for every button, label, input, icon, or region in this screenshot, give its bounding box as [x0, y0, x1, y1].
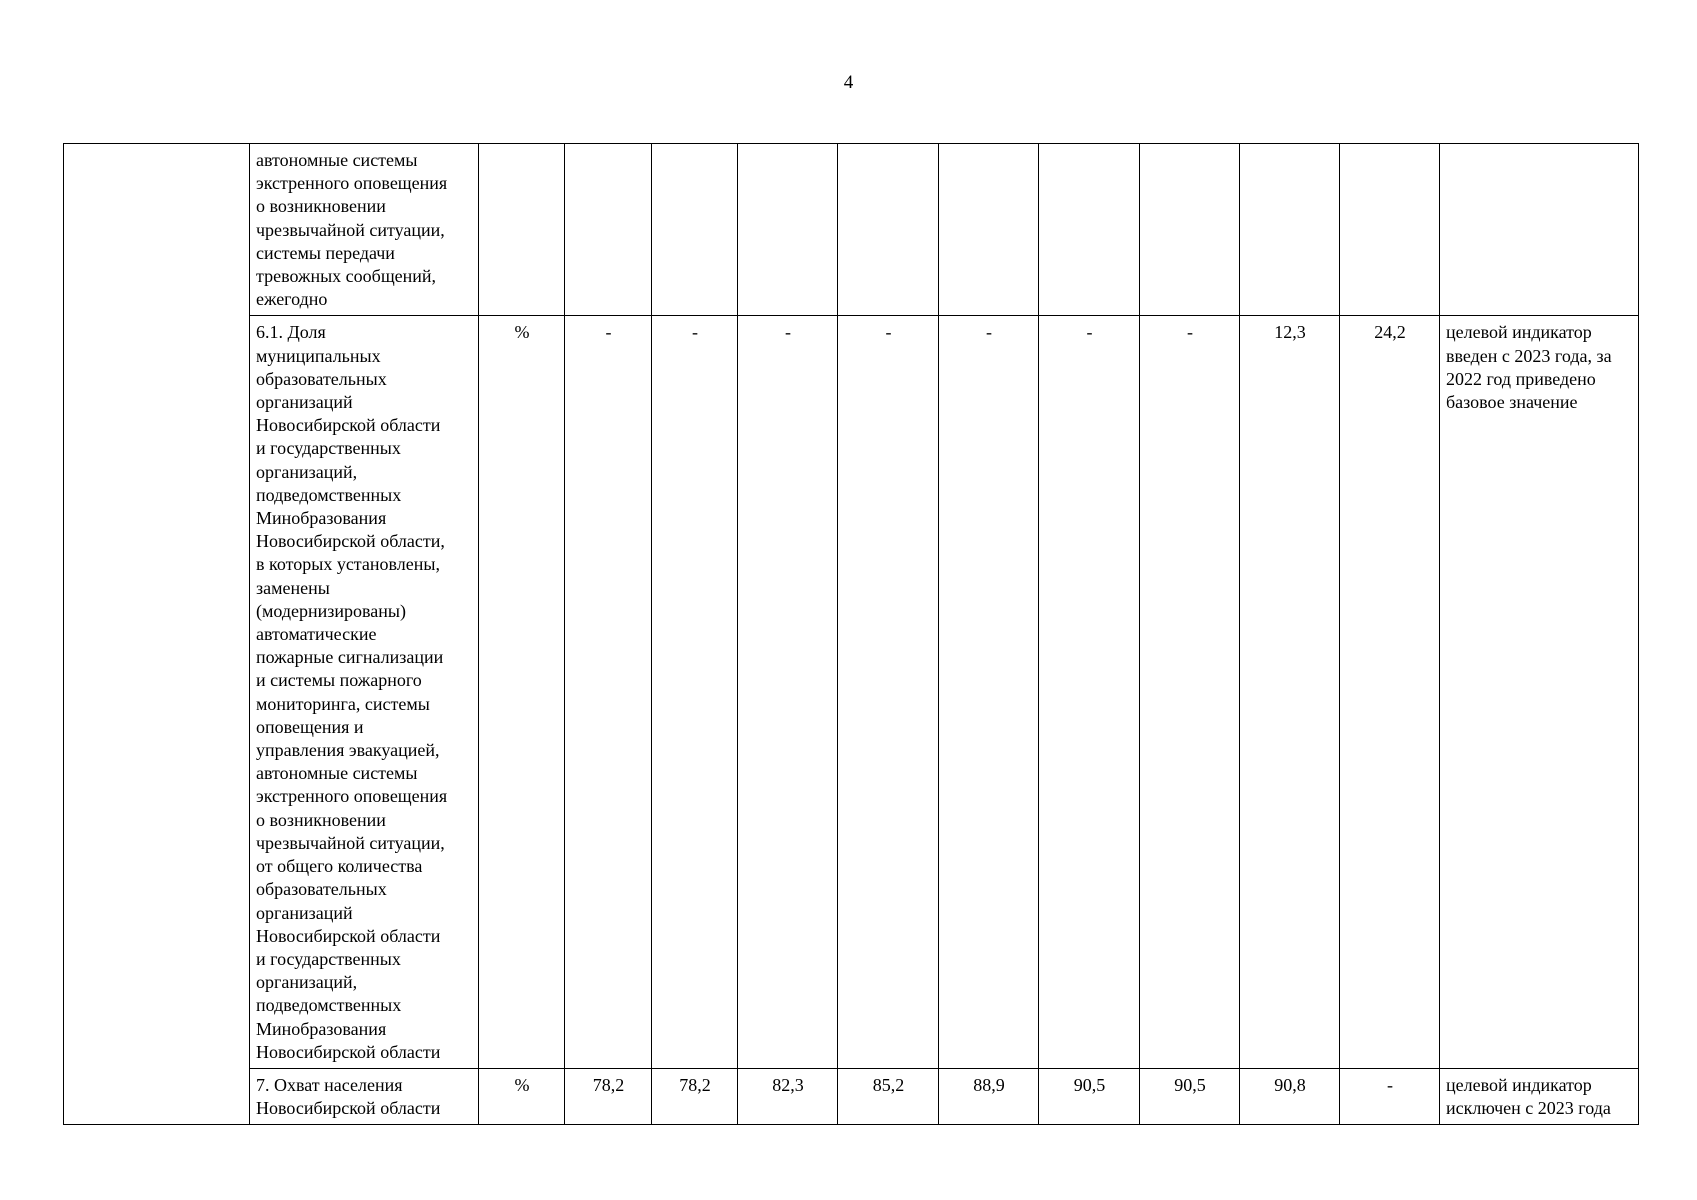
value-cell	[652, 144, 738, 316]
value-cell	[939, 144, 1039, 316]
indicator-line: экстренного оповещения	[256, 786, 448, 807]
value-cell: 90,5	[1140, 1068, 1240, 1124]
indicator-line: (модернизированы)	[256, 600, 406, 621]
value-cell: 90,8	[1240, 1068, 1340, 1124]
indicator-name-cell	[250, 316, 479, 1069]
indicator-line: в которых установлены,	[256, 554, 440, 575]
table-row	[64, 316, 1639, 1069]
unit-cell: %	[479, 1068, 565, 1124]
note-line: базовое значение	[1446, 392, 1578, 413]
indicator-line: о возникновении	[256, 809, 386, 830]
value-cell: -	[565, 316, 652, 1069]
value-cell: 24,2	[1340, 316, 1440, 1069]
value-cell: 90,5	[1039, 1068, 1140, 1124]
note-line: целевой индикатор	[1446, 322, 1592, 343]
indicator-line: Новосибирской области,	[256, 531, 445, 552]
indicator-line: подведомственных	[256, 995, 402, 1016]
value-cell: -	[652, 316, 738, 1069]
indicator-line: заменены	[256, 577, 330, 598]
indicator-line: автономные системы	[256, 150, 418, 170]
value-cell: 88,9	[939, 1068, 1039, 1124]
indicator-line: и государственных	[256, 438, 401, 459]
indicator-line: организаций	[256, 392, 353, 413]
table-row	[64, 1068, 1639, 1124]
indicator-line: организаций,	[256, 461, 358, 482]
value-cell	[1140, 144, 1240, 316]
indicator-line: автономные системы	[256, 763, 418, 784]
indicator-line: 6.1. Доля	[256, 322, 326, 343]
indicator-line: и государственных	[256, 948, 401, 969]
value-cell: -	[738, 316, 838, 1069]
value-cell	[1039, 144, 1140, 316]
indicator-line: автоматические	[256, 624, 377, 645]
indicator-line: о возникновении	[256, 196, 386, 217]
indicator-name-cell	[250, 1068, 479, 1124]
indicator-line: управления эвакуацией,	[256, 740, 440, 761]
value-cell: -	[1140, 316, 1240, 1069]
indicator-line: организаций	[256, 902, 353, 923]
value-cell: -	[939, 316, 1039, 1069]
indicator-line: от общего количества	[256, 856, 423, 877]
note-line: введен с 2023 года, за	[1446, 345, 1612, 366]
unit-cell	[479, 144, 565, 316]
indicator-line: организаций,	[256, 972, 358, 993]
table-row	[64, 144, 1639, 316]
indicator-line: оповещения и	[256, 716, 364, 737]
indicator-line: экстренного оповещения	[256, 173, 448, 194]
note-cell	[1440, 1068, 1639, 1124]
note-line: целевой индикатор	[1446, 1074, 1592, 1095]
page-number: 4	[843, 72, 854, 93]
indicator-line: системы передачи	[256, 242, 395, 263]
indicators-table	[63, 143, 1639, 1125]
indicator-line: ежегодно	[256, 289, 328, 310]
indicator-line: 7. Охват населения	[256, 1074, 403, 1095]
indicator-line: образовательных	[256, 368, 387, 389]
unit-cell: %	[479, 316, 565, 1069]
note-line: исключен с 2023 года	[1446, 1098, 1611, 1119]
indicator-line: подведомственных	[256, 484, 402, 505]
value-cell: 78,2	[652, 1068, 738, 1124]
value-cell	[838, 144, 939, 316]
indicator-line: Минобразования	[256, 508, 387, 529]
indicator-line: чрезвычайной ситуации,	[256, 219, 445, 240]
value-cell: -	[1340, 1068, 1440, 1124]
indicator-line: образовательных	[256, 879, 387, 900]
indicator-name-cell	[250, 144, 479, 316]
indicator-line: чрезвычайной ситуации,	[256, 832, 445, 853]
value-cell	[565, 144, 652, 316]
indicator-line: и системы пожарного	[256, 670, 422, 691]
indicator-line: муниципальных	[256, 345, 381, 366]
value-cell: 82,3	[738, 1068, 838, 1124]
indicator-line: пожарные сигнализации	[256, 647, 444, 668]
indicator-line: Новосибирской области	[256, 1041, 441, 1062]
indicator-line: тревожных сообщений,	[256, 266, 437, 287]
note-cell	[1440, 316, 1639, 1069]
indicator-line: Минобразования	[256, 1018, 387, 1039]
value-cell	[1240, 144, 1340, 316]
indicator-line: Новосибирской области	[256, 1098, 441, 1119]
note-line: 2022 год приведено	[1446, 368, 1596, 389]
indicator-line: Новосибирской области	[256, 925, 441, 946]
value-cell: -	[838, 316, 939, 1069]
value-cell: 12,3	[1240, 316, 1340, 1069]
note-cell	[1440, 144, 1639, 316]
indicator-line: Новосибирской области	[256, 415, 441, 436]
section-cell	[64, 144, 250, 1125]
value-cell	[738, 144, 838, 316]
indicator-line: мониторинга, системы	[256, 693, 430, 714]
value-cell: 78,2	[565, 1068, 652, 1124]
value-cell: 85,2	[838, 1068, 939, 1124]
value-cell: -	[1039, 316, 1140, 1069]
value-cell	[1340, 144, 1440, 316]
